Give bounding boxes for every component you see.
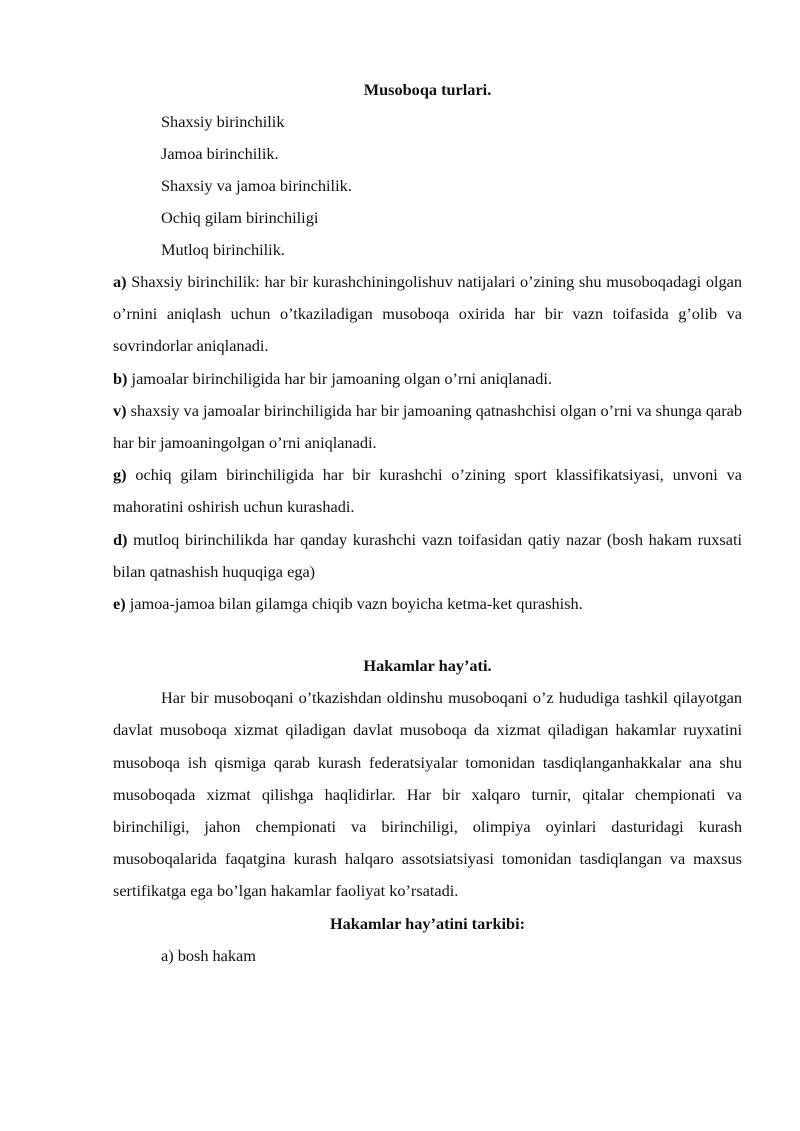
paragraph-text: jamoa-jamoa bilan gilamga chiqib vazn boyicha ketma-ket qurashish. bbox=[125, 594, 583, 614]
paragraph-label: d) bbox=[113, 529, 128, 549]
paragraph-label: v) bbox=[113, 400, 127, 420]
paragraph-d bbox=[113, 524, 742, 588]
section-spacer bbox=[113, 620, 742, 650]
paragraph-text: shaxsiy va jamoalar birinchiligida har bir jamoaning qatnashchisi olgan o’rni va shunga qarab har bir jamoaningolgan o’rni aniqlanadi. bbox=[113, 400, 742, 453]
paragraph-text: jamoalar birinchiligida har bir jamoaning olgan o’rni aniqlanadi. bbox=[127, 368, 553, 388]
list-item: Shaxsiy va jamoa birinchilik. bbox=[161, 176, 352, 195]
document-page bbox=[113, 74, 742, 972]
paragraph-text: mutloq birinchilikda har qanday kurashchi vazn toifasidan qatiy nazar (bosh hakam ruxsati bilan qatnashish huquqiga ega) bbox=[113, 529, 742, 581]
paragraph-text: Shaxsiy birinchilik: har bir kurashchiningolishuv natijalari o’zining shu musoboqadagi olgan o’rnini aniqlash uchun o’tkaziladigan musoboqa oxirida har bir vazn toifasida g’olib va sovrindorlar aniqlanadi. bbox=[113, 272, 742, 356]
paragraph-label: a) bbox=[113, 272, 127, 291]
paragraph-b bbox=[113, 363, 742, 395]
list-item: a) bosh hakam bbox=[161, 945, 256, 965]
paragraph-label: e) bbox=[113, 594, 126, 614]
paragraph-label: g) bbox=[113, 465, 127, 485]
list-item: Mutloq birinchilik. bbox=[161, 240, 285, 259]
paragraph-v bbox=[113, 395, 742, 459]
paragraph-g bbox=[113, 459, 742, 523]
section-title-musoboqa-turlari: Musoboqa turlari. bbox=[363, 80, 492, 99]
paragraph-e bbox=[113, 588, 742, 620]
list-item: Ochiq gilam birinchiligi bbox=[161, 208, 319, 227]
paragraph-a bbox=[113, 266, 742, 363]
paragraph-label: b) bbox=[113, 368, 128, 388]
list-item: Jamoa birinchilik. bbox=[161, 144, 279, 163]
paragraph-text: ochiq gilam birinchiligida har bir kurashchi o’zining sport klassifikatsiyasi, unvoni va mahoratini oshirish uchun kurashadi. bbox=[113, 465, 742, 517]
section-title-hakamlar-tarkibi: Hakamlar hay’atini tarkibi: bbox=[329, 913, 526, 933]
section-title-hakamlar-hayati: Hakamlar hay’ati. bbox=[363, 656, 492, 676]
body-paragraph: Har bir musoboqani o’tkazishdan oldinshu musoboqani o’z hududiga tashkil qilayotgan davlat musoboqa xizmat qiladigan davlat musoboqa da xizmat qiladigan hakamlar ruyxatini musoboqa ish qismiga qarab kurash federatsiyalar tomonidan tasdiqlanganhakkalar ana shu musoboqada xizmat qilishga haqlidirlar. Har bir xalqaro turnir, qitalar chempionati va birinchiligi, jahon chempionati va birinchiligi, olimpiya oyinlari dasturidagi kurash musoboqalarida faqatgina kurash halqaro assotsiatsiyasi tomonidan tasdiqlangan va maxsus sertifikatga ega bo’lgan hakamlar faoliyat ko’rsatadi. bbox=[113, 688, 742, 901]
list-item: Shaxsiy birinchilik bbox=[161, 112, 285, 131]
